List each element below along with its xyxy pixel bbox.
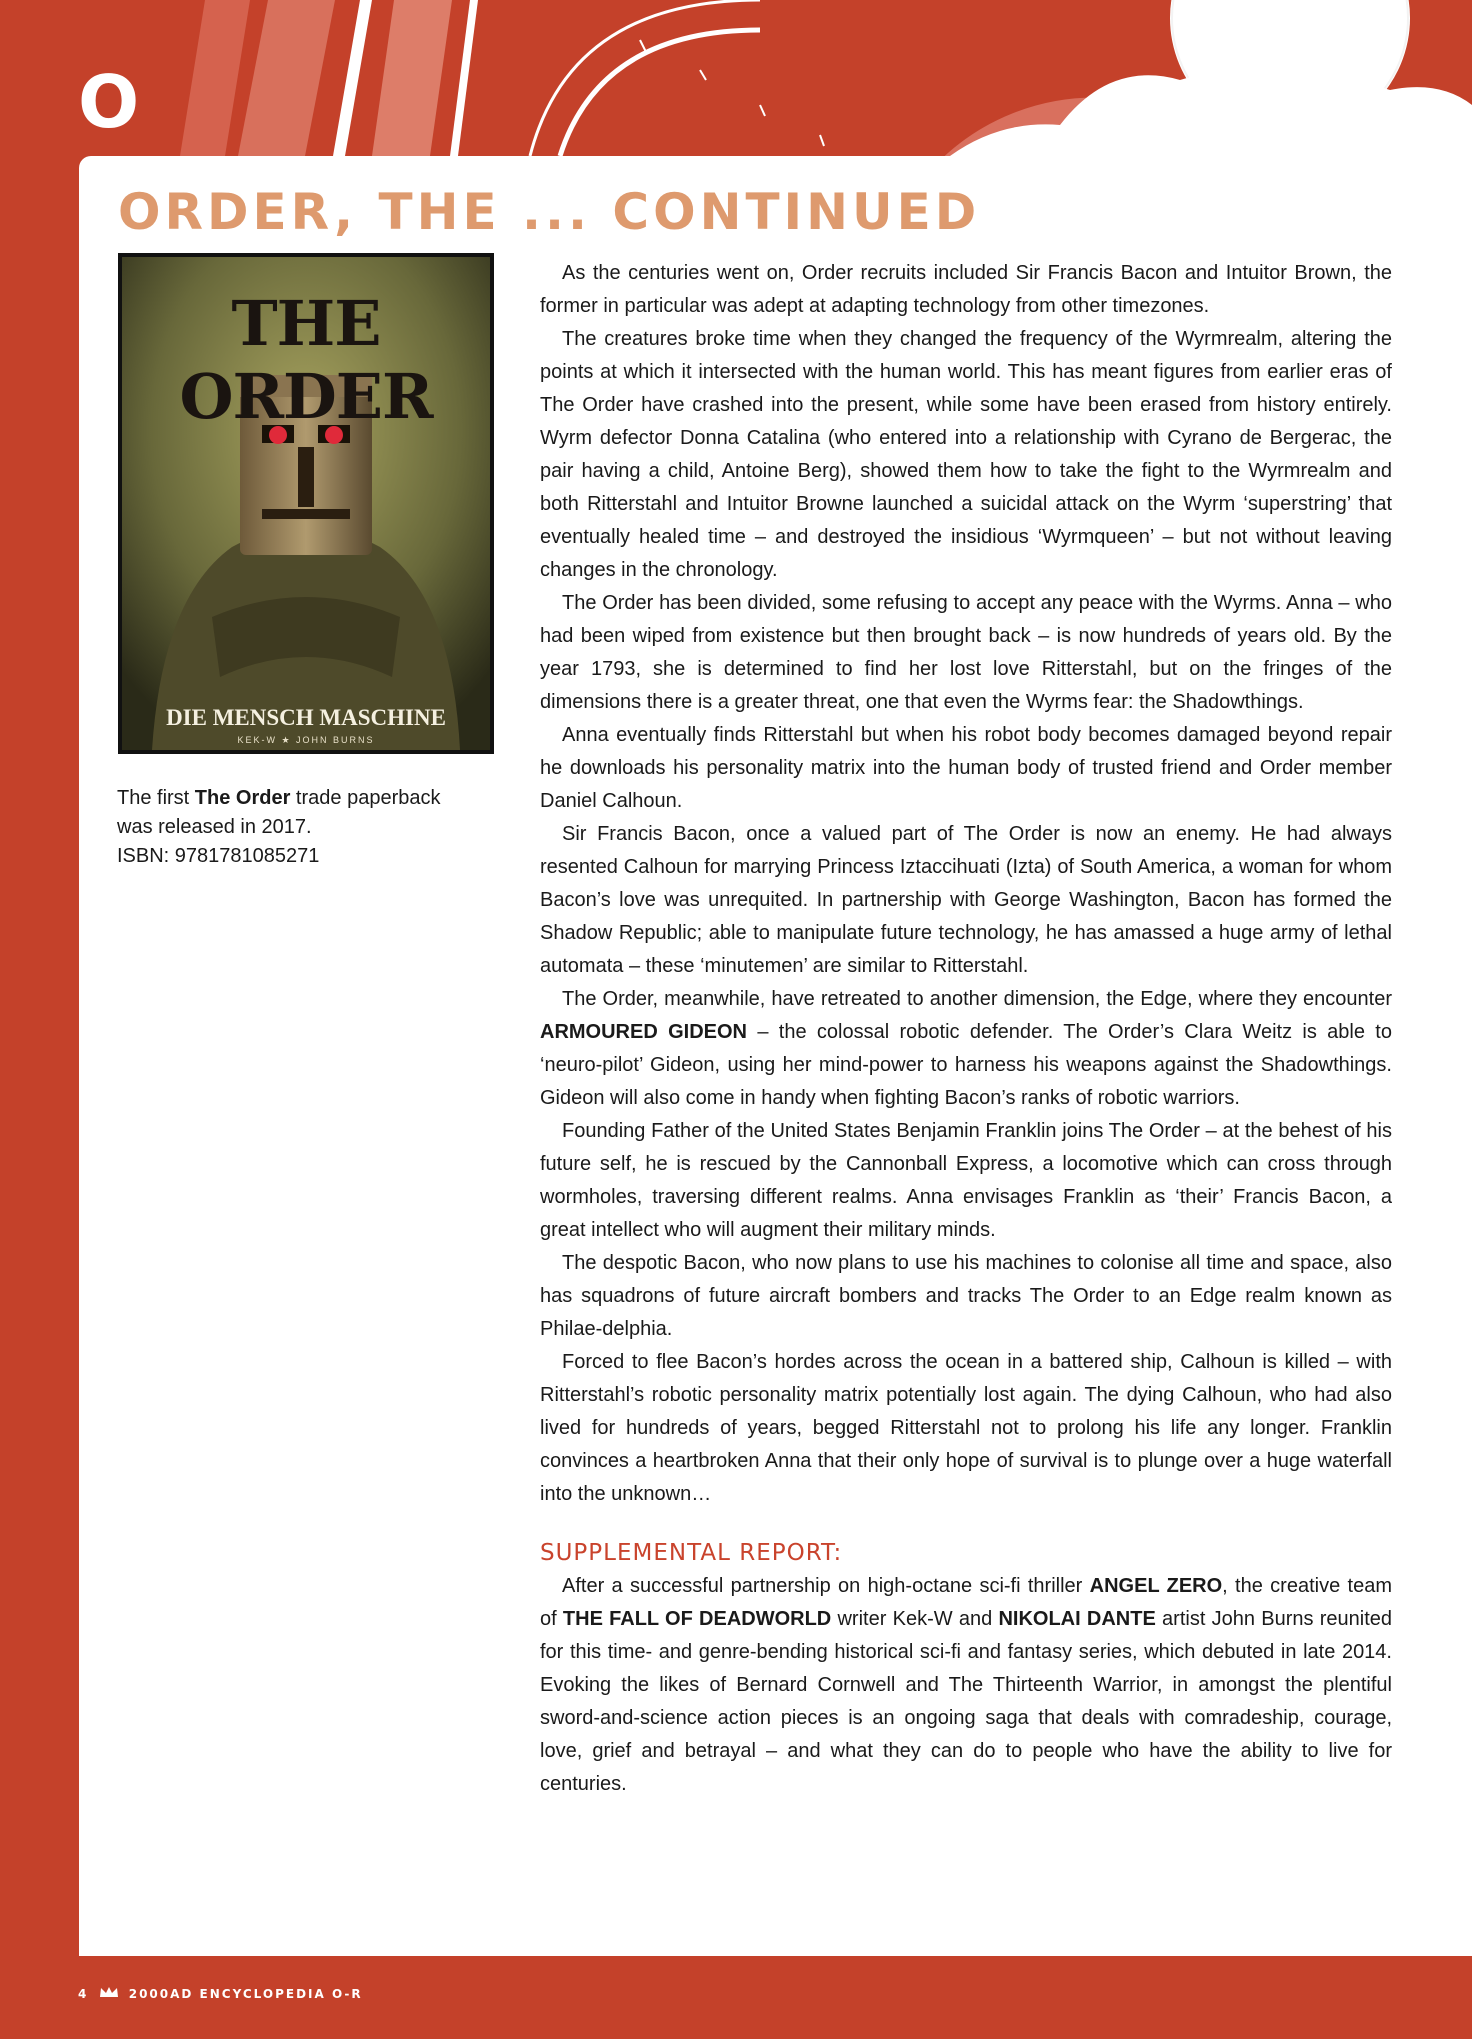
strip-title: ARMOURED GIDEON	[540, 1021, 747, 1043]
supplemental-heading: SUPPLEMENTAL REPORT:	[540, 1540, 843, 1566]
caption-line-2: was released in 2017.	[117, 816, 312, 838]
section-letter: O	[78, 60, 140, 144]
caption-title: The Order	[194, 787, 291, 809]
header-arc-outer	[530, 0, 760, 156]
paragraph: The despotic Bacon, who now plans to use his machines to colonise all time and space, also has squadrons of future aircraft bombers and tracks The Order to an Edge realm known as Philae-delphia.	[540, 1252, 1392, 1340]
strip-title: THE FALL OF DEADWORLD	[562, 1608, 832, 1630]
cover-credit: KEK-W ★ JOHN BURNS	[237, 735, 375, 745]
cover-subtitle: DIE MENSCH MASCHINE	[166, 705, 446, 730]
caption-isbn: ISBN: 9781781085271	[117, 845, 320, 867]
paragraph: Founding Father of the United States Benjamin Franklin joins The Order – at the behest of his future self, he is rescued by the Cannonball Express, a locomotive which can cross through wormholes, traversing different realms. Anna envisages Franklin as ‘their’ Francis Bacon, a great intellect who will augment their military minds.	[540, 1120, 1392, 1241]
paragraph: The Order, meanwhile, have retreated to another dimension, the Edge, where they encounter ARMOURED GIDEON – the colossal robotic defender. The Order’s Clara Weitz is able to ‘neuro-pilot’ Gideon, using her mind-power to harness his weapons against the Shadowthings. Gideon will also come in handy when fighting Bacon’s ranks of robotic warriors.	[540, 988, 1392, 1109]
paragraph: The creatures broke time when they changed the frequency of the Wyrmrealm, altering the points at which it intersected with the human world. This has meant figures from earlier eras of The Order have crashed into the present, while some have been erased from history entirely. Wyrm defector Donna Catalina (who entered into a relationship with Cyrano de Bergerac, the pair having a child, Antoine Berg), showed them how to take the fight to the Wyrmrealm and both Ritterstahl and Intuitor Browne launched a suicidal attack on the Wyrm ‘superstring’ that eventually healed time – and destroyed the insidious ‘Wyrmqueen’ – but not without leaving changes in the chronology.	[540, 328, 1392, 581]
page-footer	[78, 1986, 363, 2001]
cover-logo: THE ORDER	[179, 287, 433, 433]
crown-icon	[99, 1986, 119, 2001]
strip-title: ANGEL ZERO	[1089, 1575, 1223, 1597]
header-arc	[560, 30, 760, 156]
cover-image	[118, 253, 494, 754]
paragraph: Forced to flee Bacon’s hordes across the ocean in a battered ship, Calhoun is killed – with Ritterstahl’s robotic personality matrix potentially lost again. The dying Calhoun, who had also lived for hundreds of years, begged Ritterstahl not to prolong his life any longer. Franklin convinces a heartbroken Anna that their only hope of survival is to plunge over a huge waterfall into the unknown…	[540, 1351, 1392, 1505]
article-body	[540, 257, 1392, 1801]
page-title: ORDER, THE ... CONTINUED	[118, 183, 981, 241]
page-number: 4	[78, 1986, 89, 2001]
paragraph: Anna eventually finds Ritterstahl but when his robot body becomes damaged beyond repair he downloads his personality matrix into the human body of trusted friend and Order member Daniel Calhoun.	[540, 724, 1392, 812]
paragraph: As the centuries went on, Order recruits included Sir Francis Bacon and Intuitor Brown, the former in particular was adept at adapting technology from other timezones.	[540, 262, 1392, 317]
gauge-ticks	[640, 40, 824, 146]
paragraph: The Order has been divided, some refusing to accept any peace with the Wyrms. Anna – who had been wiped from existence but then brought back – is now hundreds of years old. By the year 1793, she is determined to find her lost love Ritterstahl, but on the fringes of the dimensions there is a greater threat, one that even the Wyrms fear: the Shadowthings.	[540, 592, 1392, 713]
caption-line-1: The first The Order trade paperback	[117, 787, 441, 809]
image-caption	[117, 784, 497, 871]
supplemental-paragraph: After a successful partnership on high-octane sci-fi thriller ANGEL ZERO, the creative team of THE FALL OF DEADWORLD writer Kek-W and NIKOLAI DANTE artist John Burns reunited for this time- and genre-bending historical sci-fi and fantasy series, which debuted in late 2014. Evoking the likes of Bernard Cornwell and The Thirteenth Warrior, in amongst the plentiful sword-and-science action pieces is an ongoing saga that deals with comradeship, courage, love, grief and betrayal – and what they can do to people who have the ability to live for centuries.	[540, 1575, 1392, 1795]
header-stripes	[180, 0, 478, 156]
publication-title: 2000AD ENCYCLOPEDIA O-R	[128, 1986, 363, 2001]
strip-title: NIKOLAI DANTE	[998, 1608, 1156, 1630]
paragraph: Sir Francis Bacon, once a valued part of The Order is now an enemy. He had always resented Calhoun for marrying Princess Iztaccihuati (Izta) of South America, a woman for whom Bacon’s love was unrequited. In partnership with George Washington, Bacon has formed the Shadow Republic; able to manipulate future technology, he has amassed a huge army of lethal automata – these ‘minutemen’ are similar to Ritterstahl.	[540, 823, 1392, 977]
